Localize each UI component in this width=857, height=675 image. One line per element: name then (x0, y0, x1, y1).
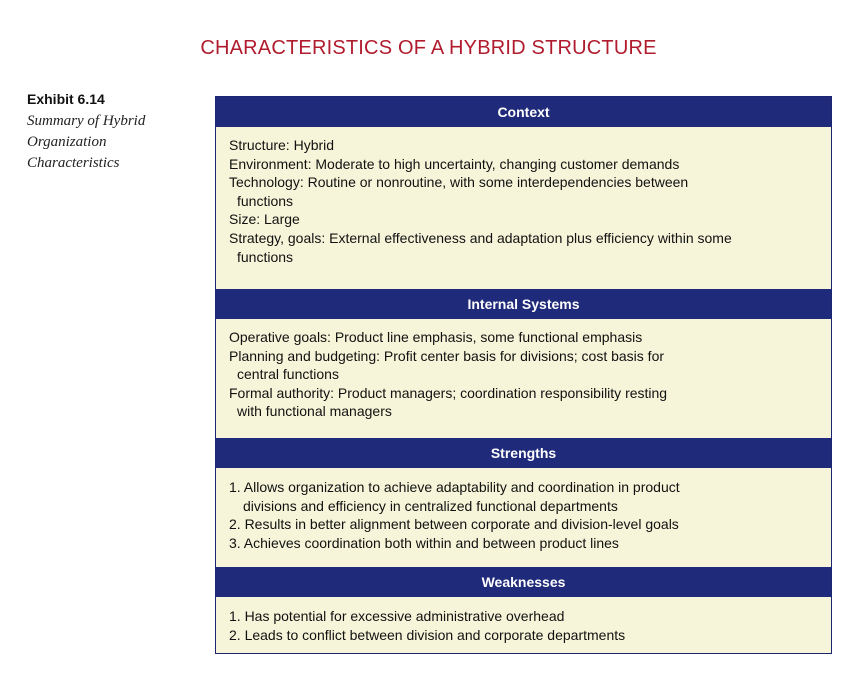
page-title: CHARACTERISTICS OF A HYBRID STRUCTURE (200, 37, 657, 59)
section-body-weaknesses (216, 597, 831, 644)
section-line: 1. Allows organization to achieve adaptability and coordination in product (229, 479, 680, 495)
section-line: Size: Large (229, 211, 300, 228)
section-header-weaknesses: Weaknesses (216, 567, 831, 597)
section-body-context (216, 127, 831, 266)
exhibit-subtitle-line: Summary of Hybrid (27, 113, 146, 129)
section-line: 3. Achieves coordination both within and between product lines (229, 534, 619, 551)
exhibit-subtitle-line: Characteristics (27, 155, 120, 171)
section-line: divisions and efficiency in centralized functional departments (243, 497, 618, 514)
section-line: Operative goals: Product line emphasis, some functional emphasis (229, 329, 643, 345)
section-line: Formal authority: Product managers; coordination responsibility resting (229, 384, 668, 401)
section-line: functions (237, 192, 294, 209)
section-line: Environment: Moderate to high uncertainty, changing customer demands (229, 155, 680, 172)
section-line: 2. Leads to conflict between division and corporate departments (229, 626, 626, 643)
section-header-strengths: Strengths (216, 438, 831, 468)
section-line: Structure: Hybrid (229, 137, 335, 153)
section-header-internal-systems: Internal Systems (216, 289, 831, 319)
section-line: Planning and budgeting: Profit center basis for divisions; cost basis for (229, 347, 665, 364)
section-strengths (216, 438, 831, 552)
exhibit-subtitle (27, 111, 197, 174)
section-weaknesses (216, 567, 831, 644)
exhibit-number: Exhibit 6.14 (27, 91, 105, 107)
exhibit-caption (27, 91, 197, 174)
section-line: 2. Results in better alignment between corporate and division-level goals (229, 516, 679, 533)
summary-table (215, 96, 832, 654)
section-header-context: Context (216, 97, 831, 127)
section-line: Technology: Routine or nonroutine, with some interdependencies between (229, 174, 689, 191)
section-line: central functions (237, 366, 339, 383)
section-line: with functional managers (237, 403, 392, 420)
section-line: 1. Has potential for excessive administrative overhead (229, 608, 565, 624)
section-context (216, 97, 831, 266)
section-body-internal-systems (216, 319, 831, 421)
section-line: functions (237, 248, 294, 265)
section-internal-systems (216, 289, 831, 421)
section-body-strengths (216, 468, 831, 552)
section-line: Strategy, goals: External effectiveness and adaptation plus efficiency within some (229, 229, 732, 246)
exhibit-subtitle-line: Organization (27, 134, 107, 150)
